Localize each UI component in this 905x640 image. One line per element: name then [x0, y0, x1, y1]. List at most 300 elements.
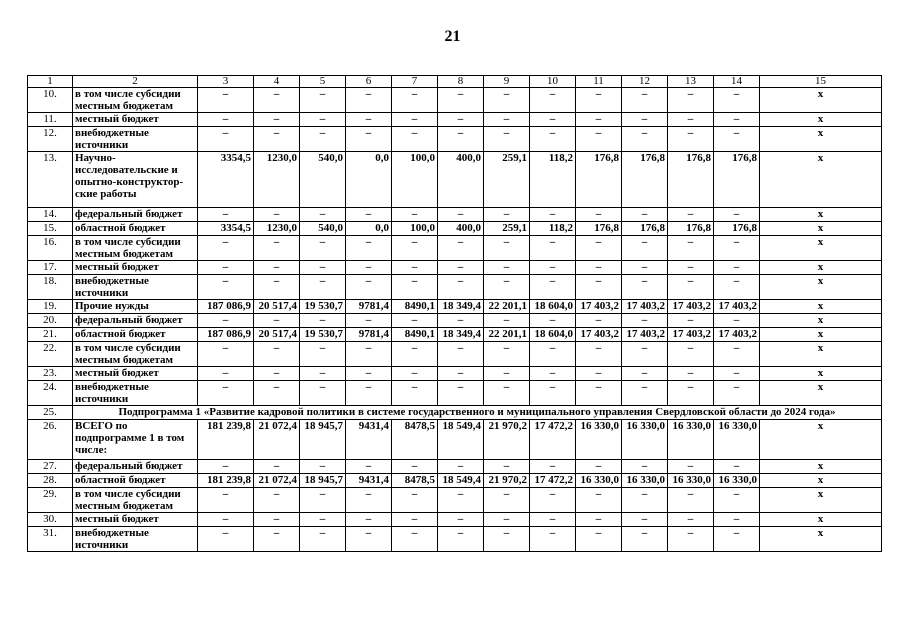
value-cell: –	[438, 314, 484, 328]
value-cell: –	[198, 113, 254, 127]
row-number-cell: 16.	[28, 236, 73, 261]
value-cell: –	[438, 127, 484, 152]
column-number-cell: 13	[668, 76, 714, 88]
target-ref-cell: x	[760, 328, 882, 342]
value-cell: –	[668, 488, 714, 513]
column-number-cell: 4	[254, 76, 300, 88]
value-cell: –	[622, 342, 668, 367]
value-cell: –	[714, 127, 760, 152]
value-cell: –	[300, 127, 346, 152]
value-cell: 187 086,9	[198, 328, 254, 342]
value-cell: –	[346, 88, 392, 113]
value-cell: –	[714, 460, 760, 474]
value-cell: –	[668, 236, 714, 261]
value-cell: –	[714, 314, 760, 328]
column-number-row	[28, 76, 882, 88]
value-cell: –	[576, 236, 622, 261]
value-cell: –	[714, 275, 760, 300]
value-cell: –	[576, 275, 622, 300]
table-row	[28, 420, 882, 460]
value-cell: –	[346, 342, 392, 367]
row-name-cell: Прочие нужды	[73, 300, 198, 314]
value-cell: –	[392, 460, 438, 474]
value-cell: 18 945,7	[300, 420, 346, 460]
value-cell: –	[198, 88, 254, 113]
row-number-cell: 11.	[28, 113, 73, 127]
table-row	[28, 381, 882, 406]
value-cell: 18 604,0	[530, 300, 576, 314]
value-cell: 176,8	[576, 222, 622, 236]
value-cell: –	[300, 314, 346, 328]
value-cell: 3354,5	[198, 152, 254, 208]
value-cell: –	[392, 236, 438, 261]
row-name-cell: внебюджетные источники	[73, 127, 198, 152]
target-ref-cell: x	[760, 381, 882, 406]
value-cell: –	[346, 208, 392, 222]
value-cell: –	[576, 113, 622, 127]
value-cell: –	[300, 367, 346, 381]
value-cell: –	[668, 261, 714, 275]
table-row	[28, 460, 882, 474]
value-cell: –	[530, 113, 576, 127]
value-cell: –	[484, 460, 530, 474]
value-cell: 18 549,4	[438, 420, 484, 460]
column-number-cell: 11	[576, 76, 622, 88]
value-cell: –	[622, 367, 668, 381]
value-cell: –	[484, 275, 530, 300]
value-cell: –	[198, 381, 254, 406]
value-cell: 9431,4	[346, 420, 392, 460]
value-cell: –	[622, 527, 668, 552]
value-cell: –	[530, 208, 576, 222]
value-cell: –	[668, 88, 714, 113]
value-cell: 100,0	[392, 152, 438, 208]
column-number-cell: 8	[438, 76, 484, 88]
table-row	[28, 222, 882, 236]
value-cell: 21 970,2	[484, 420, 530, 460]
value-cell: –	[392, 113, 438, 127]
value-cell: –	[300, 236, 346, 261]
value-cell: 1230,0	[254, 152, 300, 208]
table-row	[28, 513, 882, 527]
value-cell: 16 330,0	[622, 474, 668, 488]
value-cell: –	[198, 314, 254, 328]
value-cell: 21 072,4	[254, 474, 300, 488]
value-cell: –	[198, 460, 254, 474]
value-cell: –	[530, 527, 576, 552]
value-cell: –	[622, 208, 668, 222]
target-ref-cell: x	[760, 152, 882, 208]
value-cell: 176,8	[714, 152, 760, 208]
value-cell: –	[668, 367, 714, 381]
value-cell: –	[668, 127, 714, 152]
value-cell: 3354,5	[198, 222, 254, 236]
target-ref-cell: x	[760, 474, 882, 488]
value-cell: –	[622, 88, 668, 113]
value-cell: –	[300, 460, 346, 474]
value-cell: –	[530, 381, 576, 406]
value-cell: –	[438, 460, 484, 474]
row-number-cell: 13.	[28, 152, 73, 208]
value-cell: 16 330,0	[714, 474, 760, 488]
row-number-cell: 15.	[28, 222, 73, 236]
value-cell: –	[714, 208, 760, 222]
value-cell: 17 403,2	[622, 328, 668, 342]
value-cell: 17 403,2	[576, 300, 622, 314]
column-number-cell: 1	[28, 76, 73, 88]
value-cell: –	[530, 236, 576, 261]
row-number-cell: 10.	[28, 88, 73, 113]
value-cell: –	[668, 527, 714, 552]
table-row	[28, 152, 882, 208]
value-cell: –	[300, 88, 346, 113]
value-cell: 17 472,2	[530, 474, 576, 488]
subprogram-row	[28, 406, 882, 420]
value-cell: –	[622, 127, 668, 152]
value-cell: –	[668, 314, 714, 328]
table-row	[28, 342, 882, 367]
value-cell: –	[198, 127, 254, 152]
target-ref-cell: x	[760, 513, 882, 527]
row-number-cell: 26.	[28, 420, 73, 460]
value-cell: –	[668, 208, 714, 222]
value-cell: –	[484, 381, 530, 406]
value-cell: 181 239,8	[198, 420, 254, 460]
value-cell: 17 403,2	[668, 328, 714, 342]
value-cell: –	[438, 488, 484, 513]
target-ref-cell: x	[760, 488, 882, 513]
value-cell: 18 604,0	[530, 328, 576, 342]
value-cell: 9431,4	[346, 474, 392, 488]
target-ref-cell: x	[760, 300, 882, 314]
value-cell: –	[346, 261, 392, 275]
value-cell: 18 349,4	[438, 300, 484, 314]
target-ref-cell: x	[760, 527, 882, 552]
value-cell: –	[530, 460, 576, 474]
value-cell: 22 201,1	[484, 300, 530, 314]
value-cell: –	[484, 342, 530, 367]
value-cell: –	[438, 527, 484, 552]
row-number-cell: 30.	[28, 513, 73, 527]
value-cell: 0,0	[346, 152, 392, 208]
value-cell: –	[576, 527, 622, 552]
value-cell: –	[530, 488, 576, 513]
value-cell: –	[484, 513, 530, 527]
page-number: 21	[444, 28, 461, 45]
value-cell: 18 549,4	[438, 474, 484, 488]
value-cell: –	[576, 488, 622, 513]
value-cell: –	[300, 261, 346, 275]
value-cell: –	[346, 381, 392, 406]
row-name-cell: внебюджетные источники	[73, 381, 198, 406]
row-name-cell: местный бюджет	[73, 261, 198, 275]
value-cell: –	[622, 261, 668, 275]
value-cell: –	[392, 261, 438, 275]
value-cell: 176,8	[576, 152, 622, 208]
value-cell: –	[668, 113, 714, 127]
value-cell: –	[484, 127, 530, 152]
value-cell: –	[300, 208, 346, 222]
value-cell: –	[622, 236, 668, 261]
value-cell: –	[622, 314, 668, 328]
value-cell: –	[438, 261, 484, 275]
value-cell: –	[530, 88, 576, 113]
value-cell: 17 403,2	[622, 300, 668, 314]
column-number-cell: 3	[198, 76, 254, 88]
value-cell: 17 403,2	[576, 328, 622, 342]
value-cell: –	[300, 381, 346, 406]
value-cell: –	[346, 527, 392, 552]
row-number-cell: 21.	[28, 328, 73, 342]
value-cell: 17 403,2	[714, 300, 760, 314]
row-name-cell: местный бюджет	[73, 113, 198, 127]
value-cell: –	[714, 261, 760, 275]
target-ref-cell: x	[760, 113, 882, 127]
row-number-cell: 31.	[28, 527, 73, 552]
value-cell: –	[198, 513, 254, 527]
row-name-cell: местный бюджет	[73, 513, 198, 527]
table-row	[28, 527, 882, 552]
value-cell: –	[530, 367, 576, 381]
value-cell: –	[714, 488, 760, 513]
column-number-cell: 6	[346, 76, 392, 88]
value-cell: –	[300, 275, 346, 300]
column-number-cell: 7	[392, 76, 438, 88]
value-cell: 8478,5	[392, 420, 438, 460]
table-row	[28, 236, 882, 261]
row-name-cell: в том числе субсидии местным бюджетам	[73, 236, 198, 261]
row-name-cell: Научно-исследовательские и опытно-конструктор-ские работы	[73, 152, 198, 208]
value-cell: 16 330,0	[668, 420, 714, 460]
value-cell: –	[622, 275, 668, 300]
value-cell: –	[530, 342, 576, 367]
row-name-cell: областной бюджет	[73, 474, 198, 488]
value-cell: 17 403,2	[714, 328, 760, 342]
value-cell: 21 970,2	[484, 474, 530, 488]
value-cell: 16 330,0	[714, 420, 760, 460]
value-cell: –	[346, 513, 392, 527]
value-cell: –	[198, 488, 254, 513]
row-number-cell: 29.	[28, 488, 73, 513]
table-row	[28, 113, 882, 127]
row-number-cell: 27.	[28, 460, 73, 474]
table-row	[28, 261, 882, 275]
value-cell: –	[622, 488, 668, 513]
value-cell: –	[254, 342, 300, 367]
value-cell: –	[622, 113, 668, 127]
value-cell: 181 239,8	[198, 474, 254, 488]
value-cell: 16 330,0	[622, 420, 668, 460]
target-ref-cell: x	[760, 261, 882, 275]
row-name-cell: федеральный бюджет	[73, 314, 198, 328]
row-number-cell: 14.	[28, 208, 73, 222]
value-cell: –	[198, 275, 254, 300]
row-name-cell: внебюджетные источники	[73, 275, 198, 300]
value-cell: –	[576, 88, 622, 113]
value-cell: –	[346, 127, 392, 152]
value-cell: –	[530, 513, 576, 527]
value-cell: –	[198, 367, 254, 381]
column-number-cell: 10	[530, 76, 576, 88]
value-cell: 118,2	[530, 152, 576, 208]
value-cell: 400,0	[438, 222, 484, 236]
value-cell: –	[254, 367, 300, 381]
value-cell: 540,0	[300, 222, 346, 236]
budget-table	[27, 75, 882, 552]
value-cell: –	[300, 113, 346, 127]
row-number-cell: 28.	[28, 474, 73, 488]
value-cell: –	[254, 488, 300, 513]
value-cell: –	[668, 381, 714, 406]
column-number-cell: 9	[484, 76, 530, 88]
value-cell: –	[392, 342, 438, 367]
value-cell: –	[484, 236, 530, 261]
row-name-cell: в том числе субсидии местным бюджетам	[73, 88, 198, 113]
target-ref-cell: x	[760, 222, 882, 236]
value-cell: –	[438, 88, 484, 113]
column-number-cell: 12	[622, 76, 668, 88]
value-cell: 16 330,0	[576, 474, 622, 488]
value-cell: –	[300, 342, 346, 367]
value-cell: –	[392, 88, 438, 113]
value-cell: –	[438, 236, 484, 261]
value-cell: –	[484, 88, 530, 113]
target-ref-cell: x	[760, 460, 882, 474]
value-cell: –	[254, 208, 300, 222]
row-name-cell: областной бюджет	[73, 328, 198, 342]
value-cell: 22 201,1	[484, 328, 530, 342]
value-cell: –	[484, 261, 530, 275]
value-cell: 8490,1	[392, 300, 438, 314]
value-cell: –	[254, 113, 300, 127]
value-cell: –	[438, 381, 484, 406]
value-cell: –	[668, 275, 714, 300]
column-number-cell: 2	[73, 76, 198, 88]
column-number-cell: 14	[714, 76, 760, 88]
value-cell: –	[392, 127, 438, 152]
value-cell: –	[346, 275, 392, 300]
value-cell: 19 530,7	[300, 300, 346, 314]
row-number-cell: 17.	[28, 261, 73, 275]
value-cell: –	[484, 527, 530, 552]
value-cell: 176,8	[714, 222, 760, 236]
table-row	[28, 328, 882, 342]
value-cell: –	[346, 460, 392, 474]
value-cell: –	[530, 275, 576, 300]
row-name-cell: областной бюджет	[73, 222, 198, 236]
value-cell: 9781,4	[346, 328, 392, 342]
value-cell: –	[438, 113, 484, 127]
row-name-cell: ВСЕГО по подпрограмме 1 в том числе:	[73, 420, 198, 460]
value-cell: –	[392, 381, 438, 406]
value-cell: 118,2	[530, 222, 576, 236]
value-cell: –	[622, 381, 668, 406]
value-cell: –	[668, 460, 714, 474]
value-cell: 16 330,0	[668, 474, 714, 488]
target-ref-cell: x	[760, 208, 882, 222]
value-cell: –	[346, 314, 392, 328]
row-name-cell: внебюджетные источники	[73, 527, 198, 552]
value-cell: 20 517,4	[254, 300, 300, 314]
table-row	[28, 314, 882, 328]
value-cell: –	[530, 314, 576, 328]
value-cell: –	[438, 513, 484, 527]
value-cell: 100,0	[392, 222, 438, 236]
value-cell: –	[300, 527, 346, 552]
value-cell: –	[438, 342, 484, 367]
table-row	[28, 488, 882, 513]
target-ref-cell: x	[760, 275, 882, 300]
value-cell: –	[714, 367, 760, 381]
value-cell: 0,0	[346, 222, 392, 236]
value-cell: –	[576, 381, 622, 406]
value-cell: –	[300, 513, 346, 527]
value-cell: –	[346, 367, 392, 381]
value-cell: 21 072,4	[254, 420, 300, 460]
value-cell: –	[346, 113, 392, 127]
target-ref-cell: x	[760, 236, 882, 261]
row-number-cell: 12.	[28, 127, 73, 152]
value-cell: 20 517,4	[254, 328, 300, 342]
row-name-cell: федеральный бюджет	[73, 208, 198, 222]
value-cell: –	[576, 127, 622, 152]
value-cell: 176,8	[622, 152, 668, 208]
subprogram-title-cell: Подпрограмма 1 «Развитие кадровой политики в системе государственного и муниципального управления Свердловской области до 2024 года»	[73, 406, 882, 420]
value-cell: 8478,5	[392, 474, 438, 488]
value-cell: –	[576, 314, 622, 328]
value-cell: –	[714, 513, 760, 527]
value-cell: –	[198, 342, 254, 367]
row-number-cell: 25.	[28, 406, 73, 420]
target-ref-cell: x	[760, 342, 882, 367]
value-cell: 1230,0	[254, 222, 300, 236]
value-cell: –	[254, 513, 300, 527]
value-cell: –	[254, 261, 300, 275]
value-cell: –	[438, 367, 484, 381]
value-cell: –	[254, 460, 300, 474]
column-number-cell: 5	[300, 76, 346, 88]
value-cell: –	[392, 275, 438, 300]
row-name-cell: в том числе субсидии местным бюджетам	[73, 342, 198, 367]
value-cell: 176,8	[668, 222, 714, 236]
value-cell: –	[576, 513, 622, 527]
value-cell: –	[254, 381, 300, 406]
value-cell: –	[198, 236, 254, 261]
value-cell: 17 403,2	[668, 300, 714, 314]
value-cell: 259,1	[484, 152, 530, 208]
value-cell: –	[576, 367, 622, 381]
value-cell: –	[714, 88, 760, 113]
row-number-cell: 19.	[28, 300, 73, 314]
row-name-cell: федеральный бюджет	[73, 460, 198, 474]
value-cell: –	[484, 113, 530, 127]
value-cell: 400,0	[438, 152, 484, 208]
value-cell: 176,8	[668, 152, 714, 208]
row-number-cell: 22.	[28, 342, 73, 367]
value-cell: –	[254, 275, 300, 300]
value-cell: –	[530, 127, 576, 152]
value-cell: –	[300, 488, 346, 513]
value-cell: –	[576, 208, 622, 222]
value-cell: 187 086,9	[198, 300, 254, 314]
value-cell: –	[198, 261, 254, 275]
value-cell: 9781,4	[346, 300, 392, 314]
value-cell: –	[392, 367, 438, 381]
value-cell: –	[392, 488, 438, 513]
row-number-cell: 23.	[28, 367, 73, 381]
value-cell: –	[438, 208, 484, 222]
value-cell: 16 330,0	[576, 420, 622, 460]
